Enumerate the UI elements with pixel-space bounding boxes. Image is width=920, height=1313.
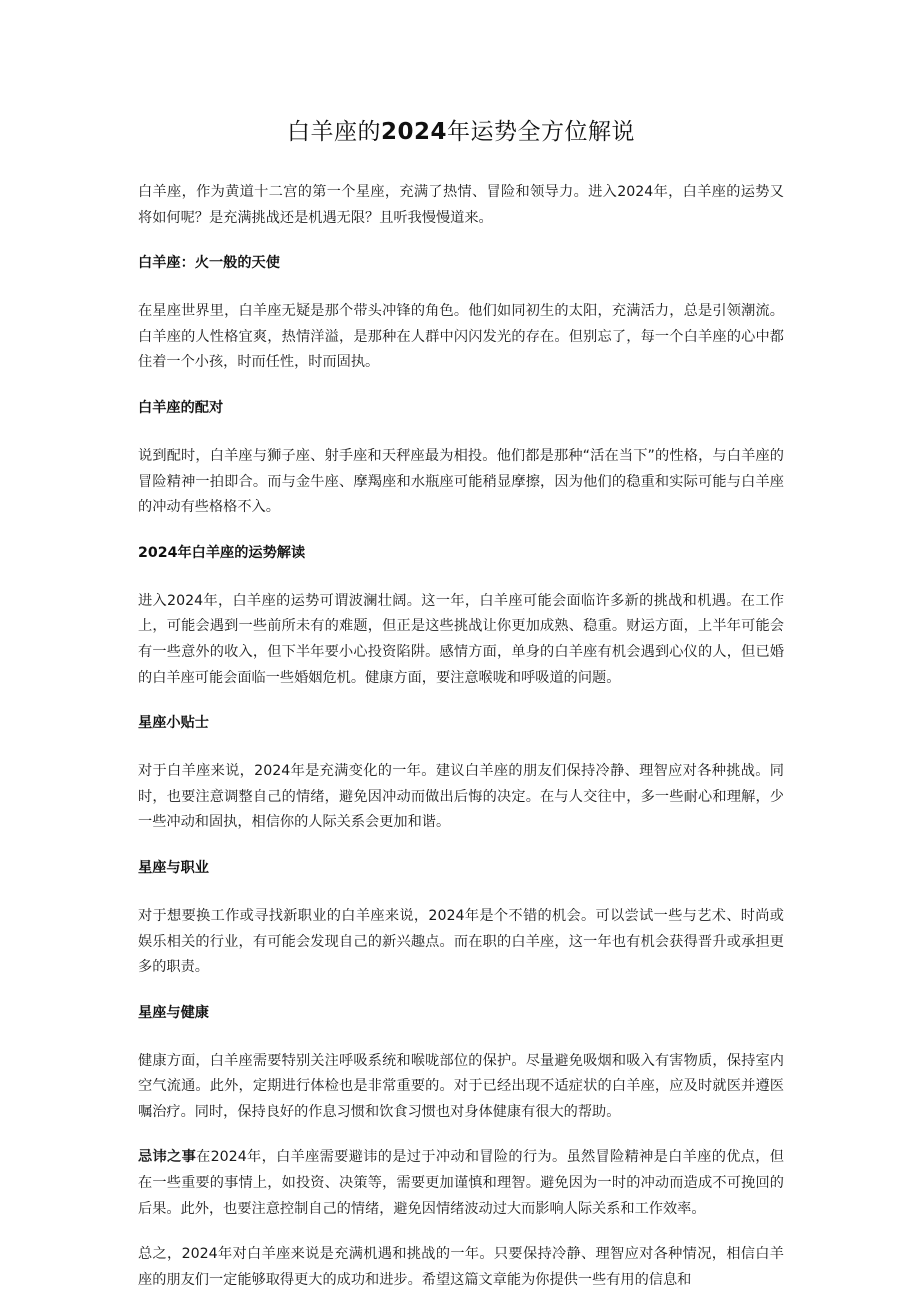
document-page [138, 112, 784, 1313]
section-heading: 星座与健康 [138, 1004, 209, 1021]
taboo-lead: 忌讳之事 [138, 1149, 197, 1166]
section-heading: 星座小贴士 [138, 715, 209, 732]
section-paragraph: 对于白羊座来说，2024年是充满变化的一年。建议白羊座的朋友们保持冷静、理智应对各种挑战。同时，也要注意调整自己的情绪，避免因冲动而做出后悔的决定。在与人交往中，多一些耐心和理解，少一些冲动和固执，相信你的人际关系会更加和谐。 [138, 763, 784, 831]
section-heading: 白羊座的配对 [138, 399, 224, 416]
taboo-paragraph [138, 1145, 784, 1222]
page-title [138, 112, 784, 152]
section-paragraph: 对于想要换工作或寻找新职业的白羊座来说，2024年是个不错的机会。可以尝试一些与艺术、时尚或娱乐相关的行业，有可能会发现自己的新兴趣点。而在职的白羊座，这一年也有机会获得晋升或承担更多的职责。 [138, 907, 784, 976]
section-heading: 白羊座：火一般的天使 [138, 255, 280, 272]
section-heading: 2024年白羊座的运势解读 [138, 544, 306, 561]
conclusion-paragraph: 总之，2024年对白羊座来说是充满机遇和挑战的一年。只要保持冷静、理智应对各种情况，相信白羊座的朋友们一定能够取得更大的成功和进步。希望这篇文章能为你提供一些有用的信息和 [138, 1246, 784, 1288]
title-suffix: 年运势全方位解说 [447, 119, 635, 145]
section-paragraph: 说到配时，白羊座与狮子座、射手座和天秤座最为相投。他们都是那种“活在当下”的性格，与白羊座的冒险精神一拍即合。而与金牛座、摩羯座和水瓶座可能稍显摩擦，因为他们的稳重和实际可能与白羊座的冲动有些格格不入。 [138, 447, 784, 516]
taboo-body: 在2024年，白羊座需要避讳的是过于冲动和冒险的行为。虽然冒险精神是白羊座的优点，但在一些重要的事情上，如投资、决策等，需要更加谨慎和理智。避免因为一时的冲动而造成不可挽回的后果。此外，也要注意控制自己的情绪，避免因情绪波动过大而影响人际关系和工作效率。 [138, 1149, 784, 1217]
section-paragraph: 进入2024年，白羊座的运势可谓波澜壮阔。这一年，白羊座可能会面临许多新的挑战和机遇。在工作上，可能会遇到一些前所未有的难题，但正是这些挑战让你更加成熟、稳重。财运方面，上半年可能会有一些意外的收入，但下半年要小心投资陷阱。感情方面，单身的白羊座有机会遇到心仪的人，但已婚的白羊座可能会面临一些婚姻危机。健康方面，要注意喉咙和呼吸道的问题。 [138, 592, 784, 686]
title-prefix: 白羊座的 [286, 119, 381, 145]
intro-paragraph: 白羊座，作为黄道十二宫的第一个星座，充满了热情、冒险和领导力。进入2024年，白羊座的运势又将如何呢？是充满挑战还是机遇无限？且听我慢慢道来。 [138, 184, 784, 226]
section-paragraph: 在星座世界里，白羊座无疑是那个带头冲锋的角色。他们如同初生的太阳，充满活力，总是引领潮流。白羊座的人性格宜爽，热情洋溢，是那种在人群中闪闪发光的存在。但别忘了，每一个白羊座的心中都住着一个小孩，时而任性，时而固执。 [138, 303, 784, 371]
section-heading: 星座与职业 [138, 859, 209, 876]
title-year: 2024 [380, 119, 447, 145]
section-paragraph: 健康方面，白羊座需要特别关注呼吸系统和喉咙部位的保护。尽量避免吸烟和吸入有害物质，保持室内空气流通。此外，定期进行体检也是非常重要的。对于已经出现不适症状的白羊座，应及时就医并遵医嘱治疗。同时，保持良好的作息习惯和饮食习惯也对身体健康有很大的帮助。 [138, 1052, 784, 1120]
